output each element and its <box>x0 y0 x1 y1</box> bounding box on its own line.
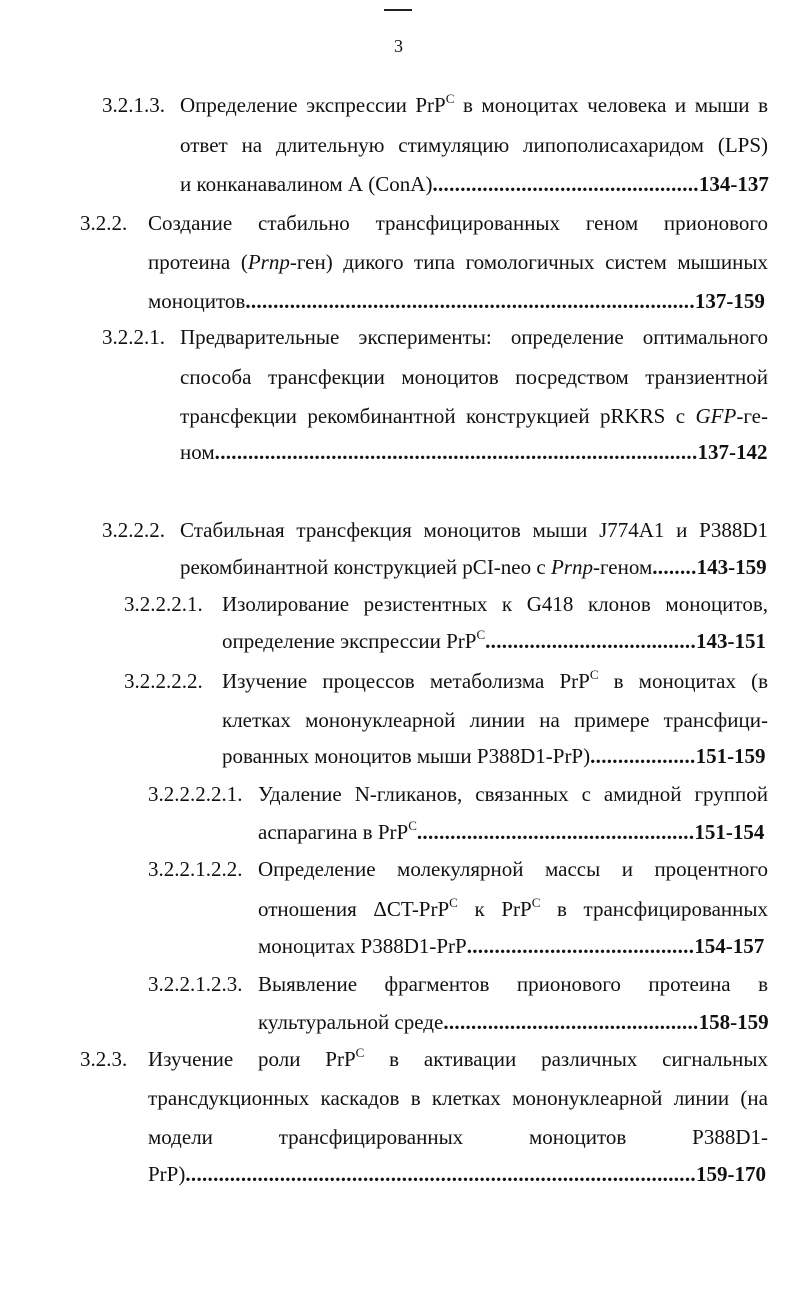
superscript-c: C <box>445 91 455 106</box>
superscript-c: C <box>408 818 417 833</box>
toc-entry-pages: 151-159 <box>695 744 766 768</box>
toc-entry-number: 3.2.2.2. <box>102 518 165 542</box>
dot-leader: ................................................ <box>432 172 699 196</box>
toc-entry-number: 3.2.1.3. <box>102 93 165 117</box>
superscript-c: C <box>589 667 599 682</box>
italic-gene-name: GFP <box>695 404 737 428</box>
toc-entry-line-text: моноцитах P388D1-PrP <box>258 934 467 958</box>
toc-entry-line-text: определение экспрессии PrP$^C$ <box>222 627 486 653</box>
superscript-c: C <box>531 895 541 910</box>
toc-entry-line: Стабильная трансфекция моноцитов мыши J774A1 и P388D1 <box>180 518 768 542</box>
italic-gene-name: Prnp <box>247 250 290 274</box>
dot-leader: ................................................................................. <box>245 289 695 313</box>
toc-entry-line: способа трансфекции моноцитов посредством транзиентной <box>180 365 768 389</box>
toc-entry-pages: 143-159 <box>696 555 767 579</box>
toc-entry-number: 3.2.2.2.2.1. <box>148 782 243 806</box>
toc-entry-line-text: моноцитов <box>148 289 246 313</box>
toc-entry-line: Создание стабильно трансфицированных геном прионового <box>148 211 768 235</box>
toc-entry-last-line <box>180 165 768 203</box>
toc-entry-last-line <box>180 548 768 586</box>
toc-entry-line-text: PrP) <box>148 1162 186 1186</box>
superscript-c: C <box>449 895 458 910</box>
dot-leader: .............................................. <box>443 1010 699 1034</box>
toc-entry-last-line <box>258 927 768 965</box>
toc-entry-line: Изучение роли PrP$^C$ в активации различных сигнальных <box>148 1045 768 1071</box>
toc-entry-line: Выявление фрагментов прионового протеина в <box>258 972 768 996</box>
toc-entry-pages: 137-142 <box>697 440 768 464</box>
toc-entry-line: Определение экспрессии PrP$^C$ в моноцитах человека и мыши в <box>180 91 768 117</box>
toc-entry-pages: 143-151 <box>696 629 767 653</box>
toc-entry-pages: 154-157 <box>694 934 765 958</box>
page-number: 3 <box>394 36 403 56</box>
dot-leader: ...................................... <box>485 629 697 653</box>
toc-entry-pages: 159-170 <box>695 1162 766 1186</box>
toc-entry-last-line <box>180 433 768 471</box>
toc-entry-line-text: аспарагина в PrP$^C$ <box>258 818 417 844</box>
toc-entry-number: 3.2.2.2.2. <box>124 669 203 693</box>
toc-entry-line-text: культуральной среде <box>258 1010 444 1034</box>
dot-leader: ......................................... <box>466 934 695 958</box>
italic-gene-name: Prnp <box>550 555 593 579</box>
toc-entry-number: 3.2.2.1.2.2. <box>148 857 243 881</box>
toc-entry-line-text: ном <box>180 440 215 464</box>
toc-entry-line: модели трансфицированных моноцитов P388D1- <box>148 1125 768 1149</box>
toc-entry-line: трансдукционных каскадов в клетках мононуклеарной линии (на <box>148 1086 768 1110</box>
toc-entry-last-line <box>148 1155 768 1193</box>
toc-entry-line: отношения ΔCT-PrP$^C$ к PrP$^C$ в трансфицированных <box>258 895 768 921</box>
dot-leader: ................... <box>590 744 696 768</box>
top-rule <box>384 9 412 11</box>
toc-entry-line: Предварительные эксперименты: определение оптимального <box>180 325 768 349</box>
toc-entry-pages: 134-137 <box>698 172 769 196</box>
toc-entry-pages: 137-159 <box>694 289 765 313</box>
toc-entry-line-text: рекомбинантной конструкцией pCI-neo с Prnp-геном <box>180 555 653 579</box>
superscript-c: C <box>476 627 486 642</box>
toc-entry-line: ответ на длительную стимуляцию липополисахаридом (LPS) <box>180 133 768 157</box>
toc-entry-line: Определение молекулярной массы и процентного <box>258 857 768 881</box>
toc-entry-line-text: и конканавалином А (ConA) <box>180 172 433 196</box>
toc-entry-line: протеина (Prnp-ген) дикого типа гомологичных систем мышиных <box>148 250 768 274</box>
toc-entry-last-line <box>258 813 768 851</box>
dot-leader: ....................................................................................... <box>214 440 698 464</box>
toc-entry-pages: 151-154 <box>694 820 765 844</box>
toc-entry-last-line <box>148 282 768 320</box>
dot-leader: ........ <box>652 555 697 579</box>
toc-entry-line: Изолирование резистентных к G418 клонов моноцитов, <box>222 592 768 616</box>
toc-entry-last-line <box>222 737 768 775</box>
dot-leader: ............................................................................................ <box>185 1162 696 1186</box>
toc-entry-line: клетках мононуклеарной линии на примере трансфици- <box>222 708 768 732</box>
toc-entry-line: Удаление N-гликанов, связанных с амидной группой <box>258 782 768 806</box>
dot-leader: .................................................. <box>416 820 695 844</box>
toc-entry-pages: 158-159 <box>698 1010 769 1034</box>
toc-entry-line: трансфекции рекомбинантной конструкцией pRKRS с GFP-ге- <box>180 404 768 428</box>
toc-entry-number: 3.2.2.1.2.3. <box>148 972 243 996</box>
toc-entry-last-line <box>222 622 768 660</box>
toc-entry-number: 3.2.3. <box>80 1047 128 1071</box>
toc-entry-number: 3.2.2.1. <box>102 325 165 349</box>
toc-entry-last-line <box>258 1003 768 1041</box>
toc-entry-number: 3.2.2.2.1. <box>124 592 203 616</box>
superscript-c: C <box>355 1045 365 1060</box>
toc-entry-line-text: рованных моноцитов мыши P388D1-PrP) <box>222 744 591 768</box>
toc-entry-line: Изучение процессов метаболизма PrP$^C$ в моноцитах (в <box>222 667 768 693</box>
toc-entry-number: 3.2.2. <box>80 211 128 235</box>
